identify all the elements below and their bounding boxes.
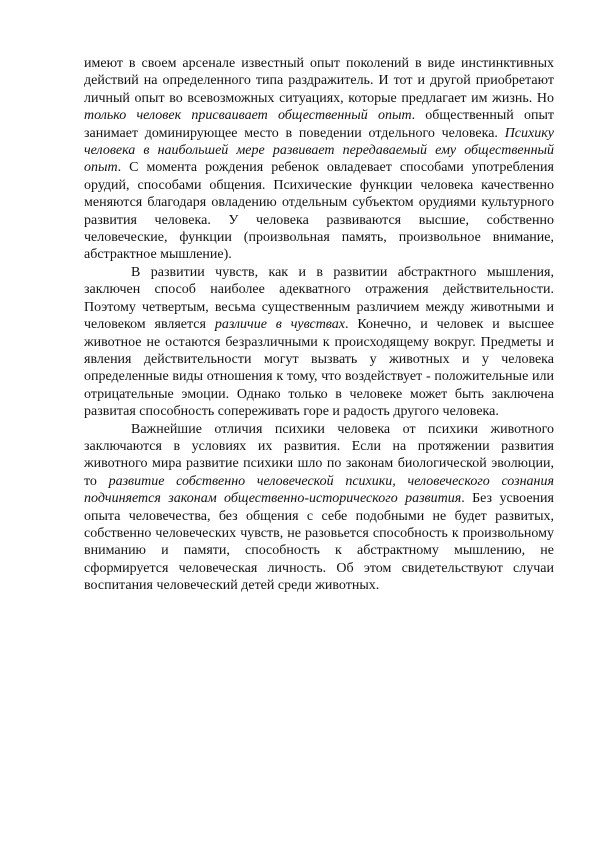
paragraph-1-emphasis-2: Психику человека в наибольшей мере развивает передаваемый ему общественный опыт bbox=[84, 125, 554, 176]
paragraph-3-run-1: Важнейшие отличия психики человека от психики животного заключаются в условиях их развития. Если на протяжении развития животного мира развитие психики шло по законам биологической эволюции, то bbox=[84, 421, 554, 489]
paragraph-3-run-3: . Без усвоения опыта человечества, без общения с себе подобными не будет развитых, собственно человеческих чувств, не разовьется способность к произвольному вниманию и памяти, способность к абстрактному мышлению, не сформируется человеческая личность. Об этом свидетельствуют случаи воспитания человеческий детей среди животных. bbox=[84, 491, 554, 594]
paragraph-2-run-1: В развитии чувств, как и в развитии абстрактного мышления, заключен способ наиболее адекватного отражения действительности. Поэтому четвертым, весьма существенным различием между животными и человеком является bbox=[84, 264, 554, 333]
paragraph-3 bbox=[84, 421, 554, 595]
paragraph-2 bbox=[84, 264, 554, 421]
paragraph-1-run-1: имеют в своем арсенале известный опыт поколений в виде инстинктивных действий на определенного типа раздражитель. И тот и другой приобретают личный опыт во всевозможных ситуациях, которые предлагает им жизнь. Но bbox=[84, 56, 554, 106]
paragraph-1-run-5: . С момента рождения ребенок овладевает способами употребления орудий, способами общения. Психические функции человека качественно меняются благодаря овладению отдельным субъектом орудиями культурного развития человека. У человека развиваются высшие, собственно человеческие, функции (произвольная память, произвольное внимание, абстрактное мышление). bbox=[84, 160, 554, 263]
paragraph-3-emphasis-1: развитие собственно человеческой психики, человеческого сознания подчиняется законам общественно-исторического развития bbox=[84, 473, 554, 507]
paragraph-1-run-3: . общественный опыт занимает доминирующее место в поведении отдельного человека. bbox=[84, 108, 554, 141]
paragraph-1-emphasis-1: только человек присваивает общественный опыт bbox=[84, 108, 412, 124]
paragraph-2-emphasis-1: различие в чувствах bbox=[214, 317, 345, 333]
paragraph-2-run-3: . Конечно, и человек и высшее животное не остаются безразличными к происходящему вокруг. Предметы и явления действительности могут вызвать у животных и у человека определенные виды отношения к тому, что воздействует - положительные или отрицательные эмоции. Однако только в человеке может быть заключена развитая способность сопереживать горе и радость другого человека. bbox=[84, 317, 554, 420]
document-page bbox=[84, 55, 554, 595]
paragraph-1 bbox=[84, 55, 554, 264]
